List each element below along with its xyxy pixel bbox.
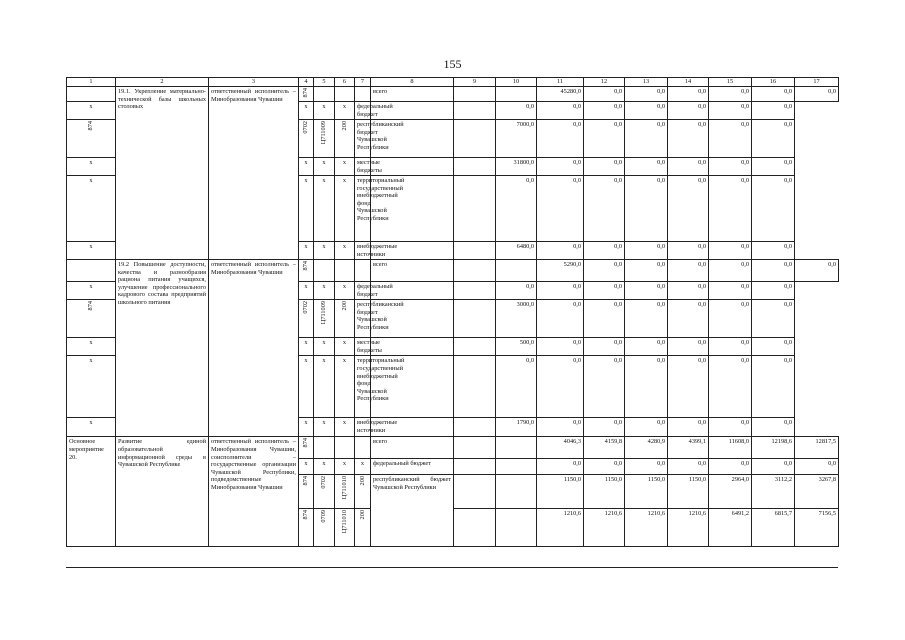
amount-cell: 0,0 [752,176,795,242]
amount-cell: 0,0 [584,120,625,158]
amount-cell: 0,0 [752,356,795,418]
amount-cell: 0,0 [668,176,709,242]
amount-cell: 0,0 [584,260,625,282]
column-header-2: 2 [116,78,209,87]
funding-source-cell: внебюджетные источники [355,418,371,437]
amount-cell: 0,0 [584,158,625,176]
code-section-cell [299,300,314,338]
event-name-cell: 19.2 Повышение доступности, качества и разнообразия рациона питания учащихся, улучшение профессионального кадрового состава предприятий школьного питания [116,260,209,437]
code-section-cell-text: 0702 [302,121,310,134]
column-header-14: 14 [668,78,709,87]
amount-cell: 1210,6 [668,509,709,547]
amount-cell: 0,0 [625,459,668,475]
amount-cell: 6491,2 [709,509,752,547]
amount-cell: 1790,0 [496,418,537,437]
amount-cell: 0,0 [668,282,709,300]
col9-cell [454,475,496,509]
code-expense-cell: х [335,418,355,437]
amount-cell: 6480,0 [496,242,537,260]
amount-cell: 0,0 [752,120,795,158]
code-cell [299,437,314,459]
funding-source-cell: республиканский бюджет Чувашской Республики [355,300,371,338]
amount-cell: 0,0 [496,282,537,300]
executor-cell: ответственный исполнитель – Минобразования Чувашии [209,87,299,260]
code-grbs-cell [299,509,314,547]
amount-cell: 2964,0 [709,475,752,509]
funding-source-cell: территориальный государственный внебюджетный фонд Чувашской Республики [355,356,371,418]
code-expense-cell [355,475,371,509]
code-cell [299,260,314,282]
event-name-cell: 19.1. Укрепление материально-технической базы школьных столовых [116,87,209,260]
code-target-cell-text: Ц711010 [340,510,348,534]
amount-cell: 0,0 [668,338,709,356]
col9-cell [454,260,496,282]
col9-cell [454,459,496,475]
code-empty-cell [314,260,335,282]
amount-cell: 0,0 [709,87,752,102]
code-section-cell: х [314,459,335,475]
code-section-cell-text: 0709 [320,510,328,524]
table-row [67,437,839,459]
amount-cell: 0,0 [537,120,584,158]
code-expense-cell [335,300,355,338]
col10-cell [496,509,537,547]
code-target-cell: х [314,418,335,437]
amount-cell: 45280,0 [537,87,584,102]
amount-cell: 3267,8 [795,475,839,509]
amount-cell: 4399,1 [668,437,709,459]
amount-cell: 0,0 [668,87,709,102]
col10-cell [496,475,537,509]
amount-cell: 0,0 [625,418,668,437]
code-target-cell: х [314,356,335,418]
table-row [67,87,839,102]
code-expense-cell: х [335,356,355,418]
funding-source-cell: республиканский бюджет Чувашской Республики [355,120,371,158]
amount-cell: 0,0 [752,282,795,300]
col10-cell [454,300,496,338]
amount-cell: 1210,6 [537,509,584,547]
amount-cell: 0,0 [584,459,625,475]
amount-cell: 4280,9 [625,437,668,459]
code-target-cell: х [314,102,335,120]
column-header-1: 1 [67,78,116,87]
column-header-8: 8 [371,78,454,87]
amount-cell: 0,0 [709,418,752,437]
code-expense-cell: х [335,176,355,242]
amount-cell: 0,0 [537,102,584,120]
code-empty-cell [355,87,371,102]
amount-cell: 0,0 [625,356,668,418]
col10-cell [496,459,537,475]
col9-cell [454,509,496,547]
header-row [67,78,839,87]
funding-source-cell: федеральный бюджет [355,102,371,120]
amount-cell: 0,0 [537,242,584,260]
col10-cell [454,242,496,260]
amount-cell: 0,0 [625,338,668,356]
amount-cell: 0,0 [496,176,537,242]
amount-cell: 4046,3 [537,437,584,459]
funding-source-cell: внебюджетные источники [355,242,371,260]
code-grbs-text: 874 [302,88,310,98]
amount-cell: 0,0 [584,282,625,300]
code-empty-cell [335,87,355,102]
code-grbs-text: 874 [302,438,310,448]
code-section-cell: х [299,356,314,418]
funding-source-cell: местные бюджеты [355,158,371,176]
col10-cell [454,102,496,120]
amount-cell: 3112,2 [752,475,795,509]
funding-source-cell: республиканский бюджет Чувашской Республики [371,475,454,547]
code-expense-cell-text: 200 [340,301,348,311]
amount-cell: 0,0 [752,158,795,176]
column-header-13: 13 [625,78,668,87]
column-header-17: 17 [795,78,839,87]
amount-cell: 0,0 [584,102,625,120]
code-section-cell [314,509,335,547]
col9-cell [454,437,496,459]
column-header-4: 4 [299,78,314,87]
code-grbs-cell [67,300,116,338]
amount-cell: 0,0 [709,356,752,418]
amount-cell: 0,0 [709,459,752,475]
code-grbs-cell-text: 874 [302,476,310,486]
code-expense-cell-text: 200 [340,121,348,131]
amount-cell: 0,0 [496,356,537,418]
amount-cell: 11608,0 [709,437,752,459]
amount-cell: 5290,0 [537,260,584,282]
code-grbs-text: 874 [302,261,310,271]
amount-cell: 1150,0 [537,475,584,509]
amount-cell: 0,0 [752,242,795,260]
table-row [67,260,839,282]
amount-cell: 1150,0 [625,475,668,509]
code-target-cell: х [335,459,355,475]
amount-cell: 0,0 [668,260,709,282]
amount-cell: 1150,0 [668,475,709,509]
code-expense-cell [335,120,355,158]
column-header-15: 15 [709,78,752,87]
code-expense-cell-text: 200 [358,476,366,486]
funding-source-cell: федеральный бюджет [355,282,371,300]
amount-cell: 12817,5 [795,437,839,459]
amount-cell: 0,0 [668,102,709,120]
code-expense-cell: х [335,338,355,356]
col1-cell [67,87,116,102]
col10-cell [496,260,537,282]
amount-cell: 0,0 [709,176,752,242]
page-number: 155 [443,57,462,71]
column-header-7: 7 [355,78,371,87]
col10-cell [454,120,496,158]
amount-cell: 0,0 [752,300,795,338]
code-expense-cell [355,509,371,547]
amount-cell: 0,0 [668,120,709,158]
amount-cell: 0,0 [625,158,668,176]
code-cell [299,87,314,102]
amount-cell: 0,0 [537,459,584,475]
funding-source-cell: территориальный государственный внебюджетный фонд Чувашской Республики [355,176,371,242]
code-section-cell: х [299,282,314,300]
col1-cell [67,260,116,282]
code-grbs-cell: х [299,459,314,475]
code-grbs-cell [299,475,314,509]
executor-cell: ответственный исполнитель – Минобразования Чувашии, соисполнители – государственные организации Чувашской Республики, подведомственные Минобразования Чувашии [209,437,299,547]
amount-cell: 1210,6 [584,509,625,547]
code-expense-cell: х [335,158,355,176]
code-expense-cell: х [335,102,355,120]
column-header-5: 5 [314,78,335,87]
code-section-cell-text: 0702 [320,476,328,490]
col10-cell [454,176,496,242]
amount-cell: 0,0 [584,418,625,437]
executor-cell: ответственный исполнитель – Минобразования Чувашии [209,260,299,437]
amount-cell: 0,0 [709,260,752,282]
code-target-cell-text: Ц711009 [320,121,328,145]
amount-cell: 0,0 [752,418,795,437]
bottom-rule [66,567,838,568]
col9-cell [371,158,454,176]
col9-cell [371,338,454,356]
code-grbs-cell [67,120,116,158]
funding-source-cell: всего [371,437,454,459]
column-header-11: 11 [537,78,584,87]
amount-cell: 0,0 [537,300,584,338]
amount-cell: 0,0 [668,158,709,176]
code-section-cell: х [299,338,314,356]
amount-cell: 0,0 [625,87,668,102]
code-target-cell [335,475,355,509]
amount-cell: 0,0 [752,338,795,356]
code-grbs-cell-text: 874 [302,510,310,520]
amount-cell: 0,0 [752,459,795,475]
col9-cell [454,87,496,102]
amount-cell: 0,0 [584,242,625,260]
amount-cell: 1150,0 [584,475,625,509]
amount-cell: 0,0 [709,120,752,158]
code-target-cell-text: Ц711009 [320,301,328,325]
code-grbs-cell-text: 874 [87,121,95,131]
code-target-cell [335,509,355,547]
code-target-cell: х [314,242,335,260]
column-header-10: 10 [496,78,537,87]
code-grbs-cell: х [67,102,116,120]
code-grbs-cell-text: 874 [87,301,95,311]
code-section-cell [314,475,335,509]
code-empty-cell [335,437,355,459]
amount-cell: 0,0 [584,300,625,338]
col10-cell [496,437,537,459]
amount-cell: 1210,6 [625,509,668,547]
code-expense-cell: х [335,242,355,260]
code-expense-cell: х [355,459,371,475]
amount-cell: 0,0 [584,176,625,242]
col10-cell [454,158,496,176]
amount-cell: 7000,0 [496,120,537,158]
amount-cell: 0,0 [537,158,584,176]
amount-cell: 0,0 [625,260,668,282]
code-empty-cell [314,437,335,459]
amount-cell: 0,0 [709,338,752,356]
amount-cell: 0,0 [668,300,709,338]
amount-cell: 0,0 [752,260,795,282]
code-grbs-cell: х [67,418,116,437]
code-expense-cell-text: 200 [358,510,366,520]
funding-source-cell: федеральный бюджет [371,459,454,475]
column-header-9: 9 [454,78,496,87]
amount-cell: 0,0 [537,356,584,418]
amount-cell: 0,0 [752,102,795,120]
amount-cell: 0,0 [709,158,752,176]
code-section-cell: х [299,158,314,176]
code-grbs-cell: х [67,338,116,356]
column-header-16: 16 [752,78,795,87]
amount-cell: 0,0 [625,176,668,242]
col1-cell: Основное мероприятие 20. [67,437,116,547]
column-header-6: 6 [335,78,355,87]
amount-cell: 0,0 [625,242,668,260]
event-name-cell: Развитие единой образовательной информационной среды в Чувашской Республике [116,437,209,547]
amount-cell: 0,0 [496,102,537,120]
amount-cell: 0,0 [668,459,709,475]
amount-cell: 0,0 [537,176,584,242]
amount-cell: 0,0 [709,300,752,338]
code-section-cell: х [299,102,314,120]
column-header-3: 3 [209,78,299,87]
amount-cell: 0,0 [668,242,709,260]
amount-cell: 0,0 [795,87,839,102]
amount-cell: 0,0 [584,356,625,418]
column-header-12: 12 [584,78,625,87]
code-grbs-cell: х [67,282,116,300]
amount-cell: 3000,0 [496,300,537,338]
amount-cell: 0,0 [668,356,709,418]
amount-cell: 0,0 [752,87,795,102]
amount-cell: 0,0 [709,102,752,120]
amount-cell: 0,0 [795,260,839,282]
amount-cell: 500,0 [496,338,537,356]
amount-cell: 0,0 [795,459,839,475]
amount-cell: 31800,0 [496,158,537,176]
code-grbs-cell: х [67,242,116,260]
amount-cell: 0,0 [537,338,584,356]
code-target-cell-text: Ц711010 [340,476,348,500]
funding-source-cell: всего [371,87,454,102]
code-empty-cell [355,260,371,282]
amount-cell: 0,0 [709,242,752,260]
amount-cell: 12198,6 [752,437,795,459]
amount-cell: 0,0 [537,418,584,437]
code-grbs-cell: х [67,158,116,176]
code-section-cell: х [299,242,314,260]
code-section-cell-text: 0702 [302,301,310,314]
code-empty-cell [314,87,335,102]
code-section-cell: х [299,418,314,437]
code-section-cell: х [299,176,314,242]
amount-cell: 0,0 [625,102,668,120]
amount-cell: 0,0 [537,282,584,300]
amount-cell: 7156,5 [795,509,839,547]
code-target-cell: х [314,158,335,176]
code-section-cell [299,120,314,158]
code-expense-cell: х [335,282,355,300]
funding-source-cell: всего [371,260,454,282]
amount-cell: 0,0 [625,282,668,300]
code-target-cell [314,300,335,338]
code-empty-cell [355,437,371,459]
amount-cell: 0,0 [584,87,625,102]
amount-cell: 0,0 [625,300,668,338]
code-target-cell: х [314,338,335,356]
budget-table [66,77,839,547]
amount-cell: 4159,8 [584,437,625,459]
amount-cell: 0,0 [709,282,752,300]
amount-cell: 0,0 [584,338,625,356]
code-grbs-cell: х [67,356,116,418]
col10-cell [454,282,496,300]
amount-cell: 0,0 [625,120,668,158]
code-target-cell: х [314,176,335,242]
code-empty-cell [335,260,355,282]
amount-cell: 6815,7 [752,509,795,547]
code-target-cell [314,120,335,158]
amount-cell: 0,0 [668,418,709,437]
col10-cell [454,356,496,418]
col10-cell [496,87,537,102]
code-target-cell: х [314,282,335,300]
col10-cell [454,338,496,356]
code-grbs-cell: х [67,176,116,242]
col10-cell [454,418,496,437]
funding-source-cell: местные бюджеты [355,338,371,356]
